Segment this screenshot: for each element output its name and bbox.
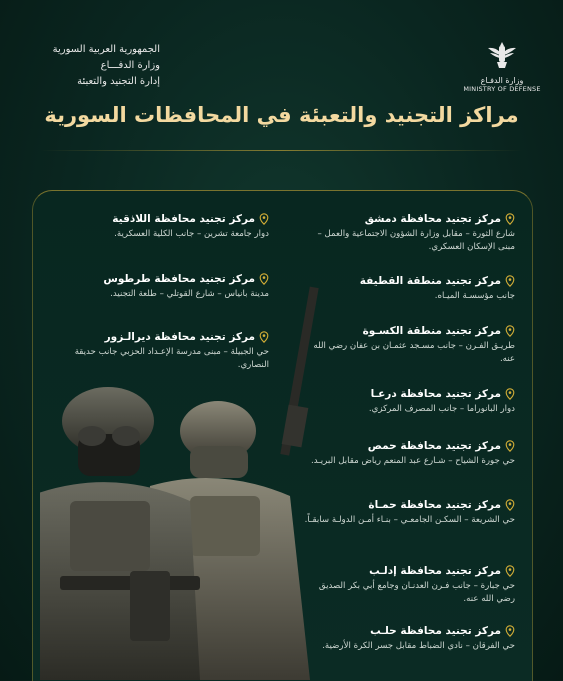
item-title: مركز تجنيد منطقة القطيفة bbox=[359, 275, 501, 287]
list-item bbox=[300, 274, 515, 303]
item-body: حي جبارة – جانب فـرن العدنـان وجامع أبي بكر الصديق رضي الله عنه. bbox=[318, 581, 515, 604]
header-line: وزارة الدفـــاع bbox=[100, 60, 160, 71]
logo-arabic-text: وزارة الدفـاع bbox=[480, 76, 524, 85]
logo-english-text: MINISTRY OF DEFENSE bbox=[463, 85, 541, 93]
item-title: مركز تجنيد منطقة الكسـوة bbox=[362, 325, 501, 337]
item-title: مركز تجنيد محافظة حمص bbox=[367, 440, 501, 452]
location-pin-icon bbox=[505, 325, 515, 337]
item-body: شارع الثورة – مقابل وزارة الشؤون الاجتماعية والعمل – مبنى الإسكان العسكري. bbox=[317, 229, 515, 252]
item-title: مركز تجنيد محافظة اللاذقية bbox=[112, 213, 255, 225]
list-item bbox=[300, 212, 515, 254]
header-line: إدارة التجنيد والتعبئة bbox=[77, 76, 160, 87]
list-item bbox=[300, 439, 515, 468]
item-body: حي جورة الشياح – شـارع عبد المنعم رياض مقابل البريـد. bbox=[311, 456, 515, 466]
title-divider bbox=[40, 150, 523, 151]
list-item bbox=[64, 330, 269, 372]
list-item bbox=[300, 624, 515, 653]
list-item bbox=[300, 387, 515, 416]
location-pin-icon bbox=[259, 273, 269, 285]
item-title: مركز تجنيد محافظة حمـاة bbox=[368, 499, 501, 511]
ministry-header-text bbox=[30, 42, 160, 90]
list-item bbox=[300, 564, 515, 606]
item-body: حي الشريعة – السكـن الجامعـي – بنـاء أمـن الدولـة سابقـاً. bbox=[304, 515, 515, 525]
item-title: مركز تجنيد محافظة درعـا bbox=[370, 388, 501, 400]
location-pin-icon bbox=[505, 499, 515, 511]
item-title: مركز تجنيد محافظة ديرالـزور bbox=[104, 331, 255, 343]
item-title: مركز تجنيد محافظة إدلـب bbox=[369, 565, 501, 577]
item-body: طريـق الفـرن – جانب مسـجد عثمـان بن عفان رضي الله عنه. bbox=[313, 341, 515, 364]
list-item bbox=[300, 498, 515, 527]
list-item bbox=[64, 212, 269, 241]
location-pin-icon bbox=[505, 275, 515, 287]
list-item bbox=[300, 324, 515, 366]
location-pin-icon bbox=[505, 388, 515, 400]
item-body: حي الفرقان – نادي الضباط مقابل جسر الكرة الأرضية. bbox=[322, 641, 515, 651]
location-pin-icon bbox=[505, 565, 515, 577]
ministry-logo bbox=[462, 40, 542, 93]
item-body: جانب مؤسسـة الميـاه. bbox=[434, 291, 515, 301]
item-title: مركز تجنيد محافظة دمشق bbox=[364, 213, 501, 225]
item-body: حي الجبيلة – مبنى مدرسة الإعـداد الحزبي جانب حديقة النصاري. bbox=[74, 347, 269, 370]
location-pin-icon bbox=[505, 440, 515, 452]
location-pin-icon bbox=[259, 213, 269, 225]
item-title: مركز تجنيد محافظة طرطوس bbox=[103, 273, 255, 285]
header-line: الجمهورية العربية السورية bbox=[52, 44, 160, 55]
page-title: مراكز التجنيد والتعبئة في المحافظات السورية bbox=[44, 103, 519, 127]
item-title: مركز تجنيد محافظة حلـب bbox=[370, 625, 501, 637]
item-body: دوار جامعة تشرين – جانب الكلية العسكرية. bbox=[114, 229, 269, 239]
location-pin-icon bbox=[505, 625, 515, 637]
eagle-emblem-icon bbox=[486, 40, 518, 70]
item-body: دوار البانوراما – جانب المصرف المركزي. bbox=[368, 404, 515, 414]
location-pin-icon bbox=[505, 213, 515, 225]
location-pin-icon bbox=[259, 331, 269, 343]
list-item bbox=[64, 272, 269, 301]
item-body: مدينة بانياس – شارع القوتلي – طلعة التجنيد. bbox=[110, 289, 269, 299]
